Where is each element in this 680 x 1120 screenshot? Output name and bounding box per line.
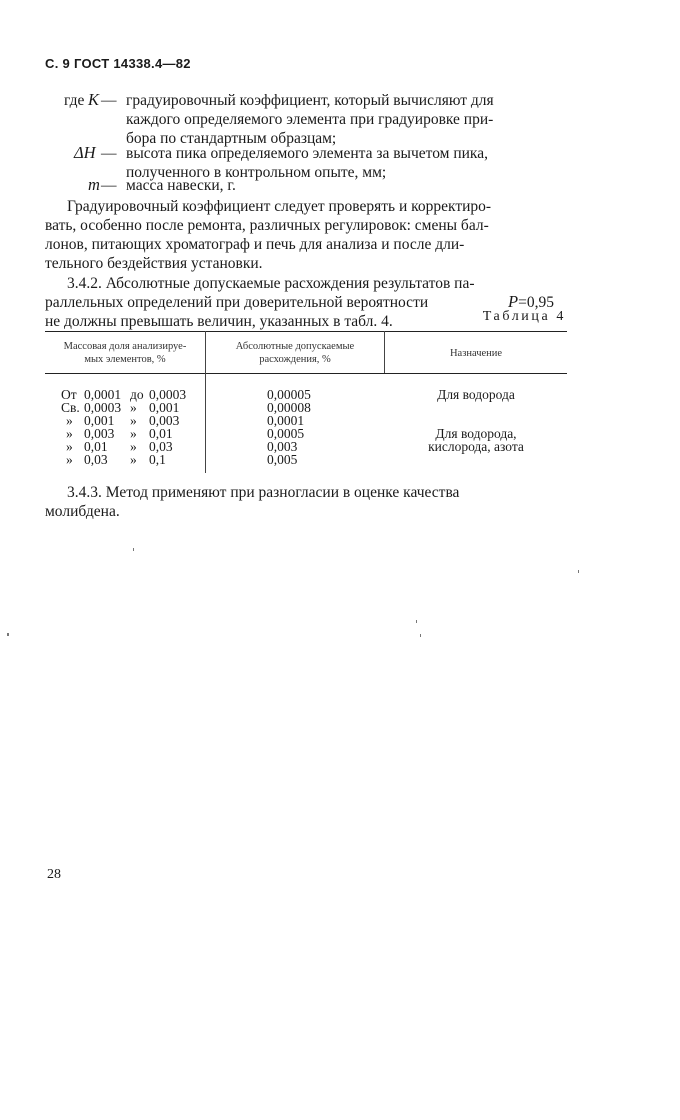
paragraph-line: 3.4.2. Абсолютные допускаемые расхождения результатов па- [67, 275, 475, 292]
range-separator: до [130, 387, 144, 402]
scan-speck [7, 633, 9, 636]
definition-symbol-delta-h: ΔH [74, 143, 96, 162]
range-from: 0,01 [84, 439, 108, 454]
range-from: 0,03 [84, 452, 108, 467]
range-to: 0,1 [149, 452, 166, 467]
range-to: 0,03 [149, 439, 173, 454]
range-separator: » [130, 439, 137, 454]
paragraph-line: вать, особенно после ремонта, различных регулировок: смены бал- [45, 217, 489, 234]
definition-line: масса навески, г. [126, 177, 236, 194]
tolerance-value: 0,0001 [267, 413, 305, 428]
table-header-cell: Массовая доля анализируе- мых элементов, % [63, 341, 187, 365]
range-prefix: От [61, 387, 77, 402]
scan-speck [420, 634, 421, 637]
scan-speck [133, 548, 134, 551]
range-to: 0,001 [149, 400, 180, 415]
purpose-cell: Для водорода, [435, 426, 517, 441]
range-to: 0,0003 [149, 387, 187, 402]
range-separator: » [130, 413, 137, 428]
probability-value: =0,95 [518, 294, 554, 311]
table-header-cell: Абсолютные допускаемые расхождения, % [235, 341, 355, 365]
running-header: С. 9 ГОСТ 14338.4—82 [45, 56, 191, 71]
paragraph-line: тельного бездействия установки. [45, 255, 263, 272]
range-prefix: Св. [61, 400, 80, 415]
definition-dash: — [101, 92, 117, 109]
definition-line: полученного в контрольном опыте, мм; [126, 164, 387, 181]
definition-dash: — [101, 145, 117, 162]
range-from: 0,003 [84, 426, 115, 441]
paragraph-line: молибдена. [45, 503, 120, 520]
tolerance-value: 0,00008 [267, 400, 311, 415]
tolerance-value: 0,003 [267, 439, 298, 454]
definition-dash: — [101, 177, 117, 194]
range-from: 0,0003 [84, 400, 122, 415]
scan-speck [578, 570, 579, 573]
paragraph-line: не должны превышать величин, указанных в табл. 4. [45, 313, 393, 330]
range-from: 0,0001 [84, 387, 122, 402]
paragraph-line: 3.4.3. Метод применяют при разногласии в оценке качества [67, 484, 460, 501]
table-top-rule [45, 331, 567, 332]
purpose-cell: Для водорода [437, 387, 515, 402]
range-prefix: » [66, 452, 73, 467]
table-caption: Таблица 4 [482, 309, 566, 324]
definition-symbol-m: m [88, 175, 100, 194]
range-from: 0,001 [84, 413, 115, 428]
definition-line: бора по стандартным образцам; [126, 130, 337, 147]
range-separator: » [130, 426, 137, 441]
table-header-rule [45, 373, 567, 374]
definition-line: градуировочный коэффициент, который вычисляют для [126, 92, 494, 109]
probability-symbol: P [508, 292, 519, 311]
range-prefix: » [66, 413, 73, 428]
range-prefix: » [66, 426, 73, 441]
scan-speck [416, 620, 417, 623]
range-to: 0,01 [149, 426, 173, 441]
definition-where-word: где [64, 92, 85, 109]
paragraph-line: раллельных определений при доверительной вероятности [45, 294, 429, 311]
range-separator: » [130, 400, 137, 415]
range-prefix: » [66, 439, 73, 454]
definition-line: каждого определяемого элемента при градуировке при- [126, 111, 494, 128]
page-number: 28 [47, 867, 61, 882]
tolerance-value: 0,00005 [267, 387, 311, 402]
paragraph-line: Градуировочный коэффициент следует проверять и корректиро- [67, 198, 492, 215]
table-header-cell: Назначение [449, 348, 503, 359]
paragraph-line: лонов, питающих хроматограф и печь для анализа и после дли- [45, 236, 465, 253]
purpose-cell: кислорода, азота [428, 439, 524, 454]
tolerance-value: 0,0005 [267, 426, 305, 441]
definition-line: высота пика определяемого элемента за вычетом пика, [126, 145, 488, 162]
tolerance-value: 0,005 [267, 452, 298, 467]
range-separator: » [130, 452, 137, 467]
definition-symbol-k: K [88, 90, 100, 109]
range-to: 0,003 [149, 413, 180, 428]
